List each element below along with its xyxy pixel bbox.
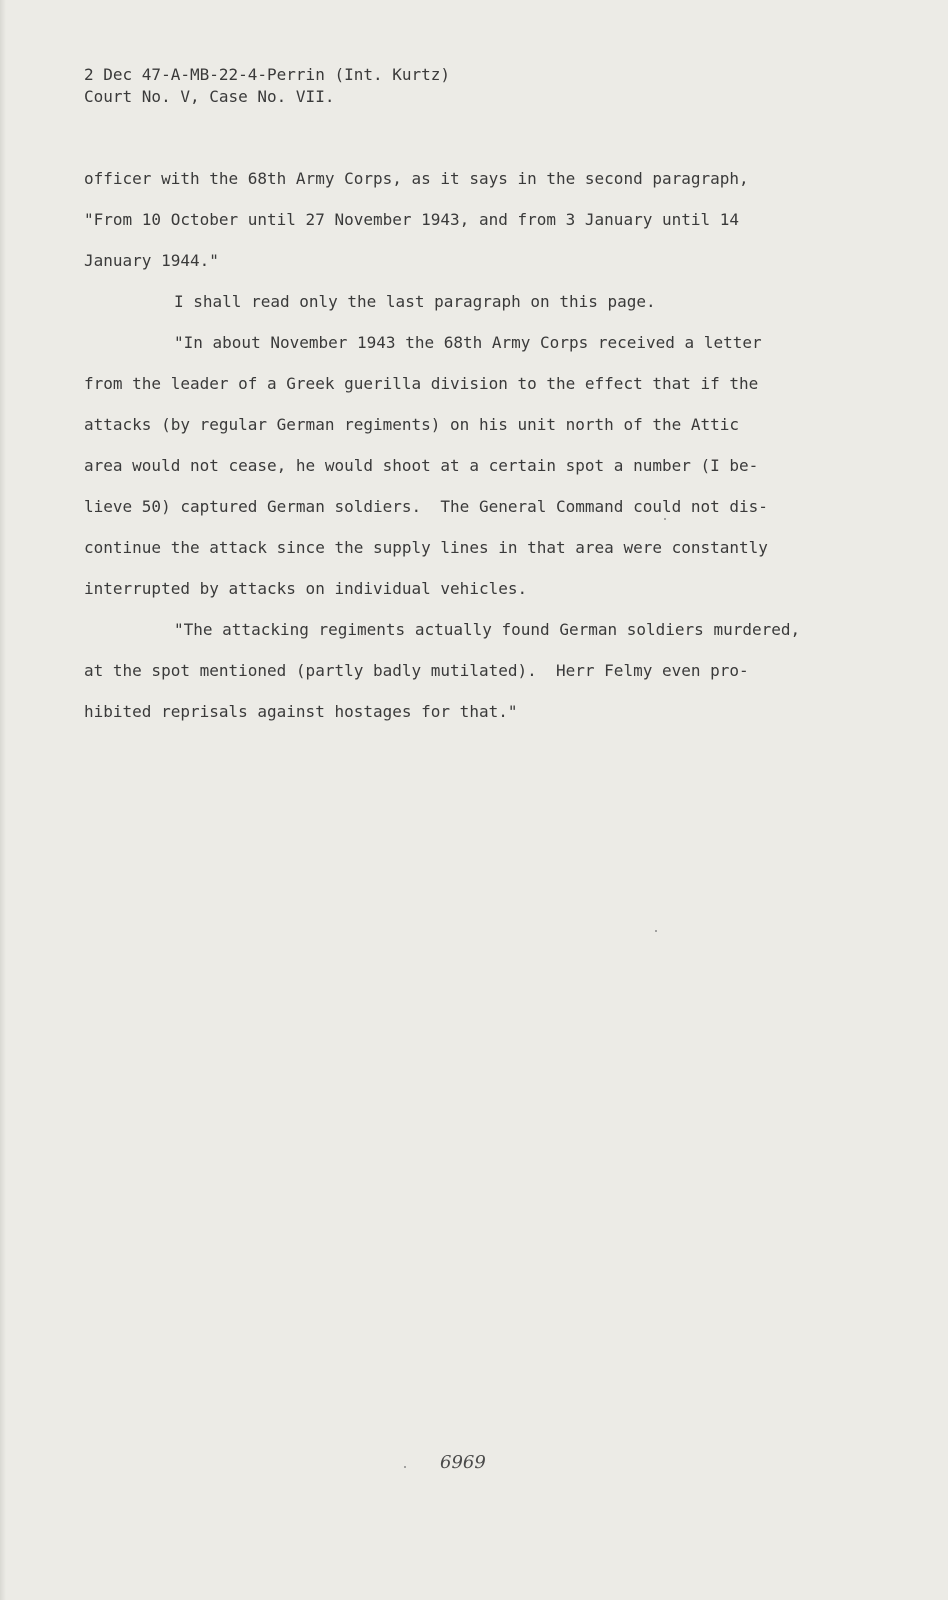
text-line: January 1944." [84, 251, 219, 270]
text-line: hibited reprisals against hostages for that." [84, 702, 518, 721]
text-line: "From 10 October until 27 November 1943, and from 3 January until 14 [84, 210, 740, 229]
stray-mark [404, 1466, 406, 1468]
text-line: I shall read only the last paragraph on this page. [174, 292, 656, 311]
header-line-1: 2 Dec 47-A-MB-22-4-Perrin (Int. Kurtz) [84, 65, 451, 84]
text-line: at the spot mentioned (partly badly mutilated). Herr Felmy even pro- [84, 661, 749, 680]
stray-mark [655, 930, 657, 932]
text-line: officer with the 68th Army Corps, as it says in the second paragraph, [84, 169, 749, 188]
text-line: "The attacking regiments actually found German soldiers murdered, [174, 620, 801, 639]
text-line: area would not cease, he would shoot at a certain spot a number (I be- [84, 456, 759, 475]
text-line: interrupted by attacks on individual vehicles. [84, 579, 528, 598]
page-number: 6969 [440, 1452, 486, 1473]
transcript-body [84, 165, 874, 739]
header-line-2: Court No. V, Case No. VII. [84, 87, 335, 106]
document-header [84, 64, 450, 108]
text-line: continue the attack since the supply lines in that area were constantly [84, 538, 768, 557]
text-line: "In about November 1943 the 68th Army Corps received a letter [174, 333, 762, 352]
stray-mark [664, 518, 666, 520]
text-line: lieve 50) captured German soldiers. The General Command could not dis- [84, 497, 768, 516]
text-line: attacks (by regular German regiments) on his unit north of the Attic [84, 415, 740, 434]
page-edge-shadow [0, 0, 6, 1600]
text-line: from the leader of a Greek guerilla division to the effect that if the [84, 374, 759, 393]
